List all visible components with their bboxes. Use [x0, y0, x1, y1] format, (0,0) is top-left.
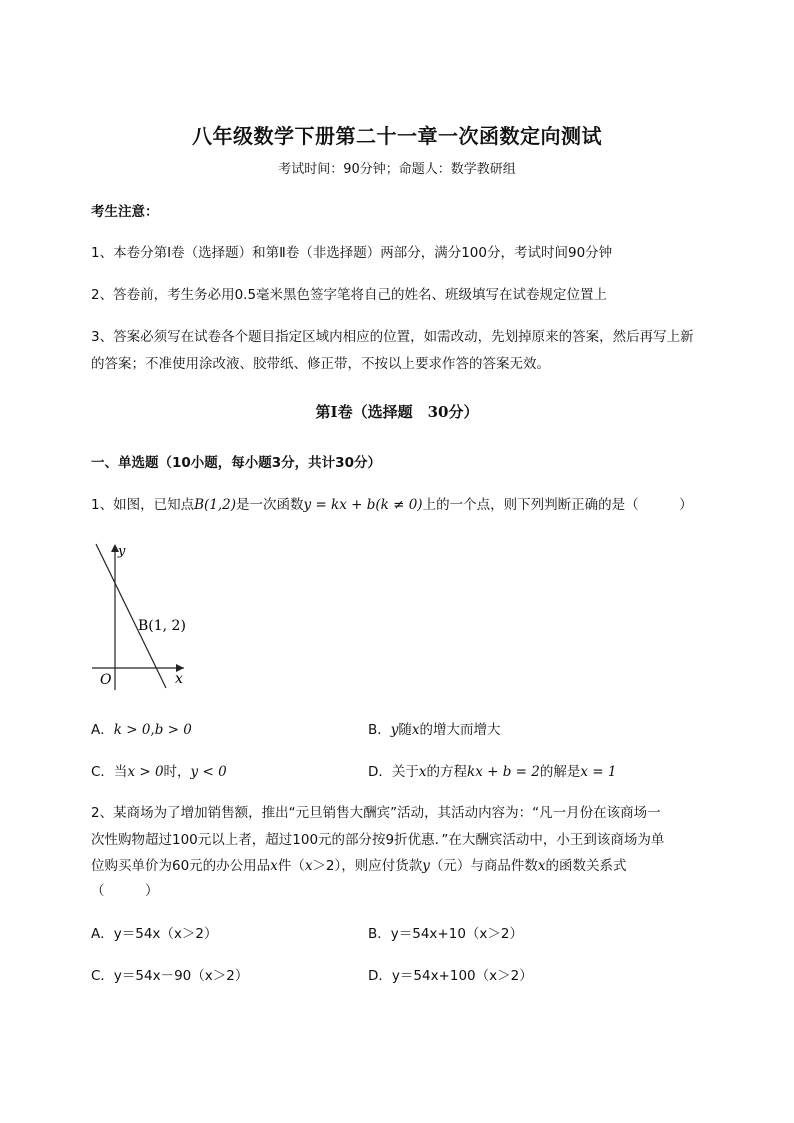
x-axis-label: x [175, 671, 183, 687]
notice-heading: 考生注意： [91, 204, 159, 220]
question-1-stem [91, 493, 693, 513]
part-heading: 一、单选题（10小题，每小题3分，共计30分） [91, 455, 381, 471]
q1-stem-a: 1、如图，已知点 [91, 497, 195, 513]
q1-option-c[interactable]: C．当x > 0时，y < 0 [91, 764, 227, 780]
q1-option-d[interactable]: D．关于x的方程kx + b = 2的解是x = 1 [368, 764, 617, 780]
notice-item-2: 2、答卷前，考生务必用0.5毫米黑色签字笔将自己的姓名、班级填写在试卷规定位置上 [91, 287, 608, 303]
q2-option-b[interactable]: B．y＝54x+10（x＞2） [368, 926, 523, 942]
origin-label: O [100, 672, 112, 688]
q2-line-2: 次性购物超过100元以上者，超过100元的部分按9折优惠．”在大酬宾活动中，小王到该商场为单 [91, 832, 665, 848]
q1-point: B(1,2) [194, 497, 237, 513]
q2-option-c[interactable]: C．y＝54x－90（x＞2） [91, 968, 249, 984]
notice-item-3: 3、答案必须写在试卷各个题目指定区域内相应的位置，如需改动，先划掉原来的答案，然后再写上新 [91, 329, 694, 345]
section-title: 第I卷（选择题 30分） [315, 403, 479, 421]
q1-option-a[interactable]: A．k > 0,b > 0 [91, 722, 192, 738]
page-title: 八年级数学下册第二十一章一次函数定向测试 [192, 124, 602, 148]
y-axis-label: y [118, 544, 126, 559]
q2-option-d[interactable]: D．y＝54x+100（x＞2） [368, 968, 533, 984]
function-line [96, 544, 166, 688]
q2-answer-blank: （ ） [91, 883, 159, 899]
q2-option-a[interactable]: A．y＝54x（x＞2） [91, 926, 218, 942]
notice-item-1: 1、本卷分第I卷（选择题）和第Ⅱ卷（非选择题）两部分，满分100分，考试时间90分钟 [91, 245, 613, 261]
q1-graph [88, 538, 198, 690]
q2-line-1: 2、某商场为了增加销售额，推出“元旦销售大酬宾”活动，其活动内容为：“凡一月份在该商场一 [91, 805, 661, 821]
exam-subtitle: 考试时间：90分钟；命题人：数学教研组 [278, 162, 516, 177]
q1-option-b[interactable]: B．y随x的增大而增大 [368, 722, 501, 738]
q1-stem-c: 上的一个点，则下列判断正确的是（ ） [422, 497, 693, 513]
q1-stem-b: 是一次函数 [236, 497, 304, 513]
q2-line-3: 位购买单价为60元的办公用品x件（x＞2），则应付货款y（元）与商品件数x的函数关系式 [91, 858, 627, 874]
point-b-label: B(1, 2) [138, 618, 186, 634]
q1-function: y = kx + b(k ≠ 0) [303, 497, 423, 513]
notice-item-3-cont: 的答案；不准使用涂改液、胶带纸、修正带，不按以上要求作答的答案无效。 [91, 356, 550, 372]
